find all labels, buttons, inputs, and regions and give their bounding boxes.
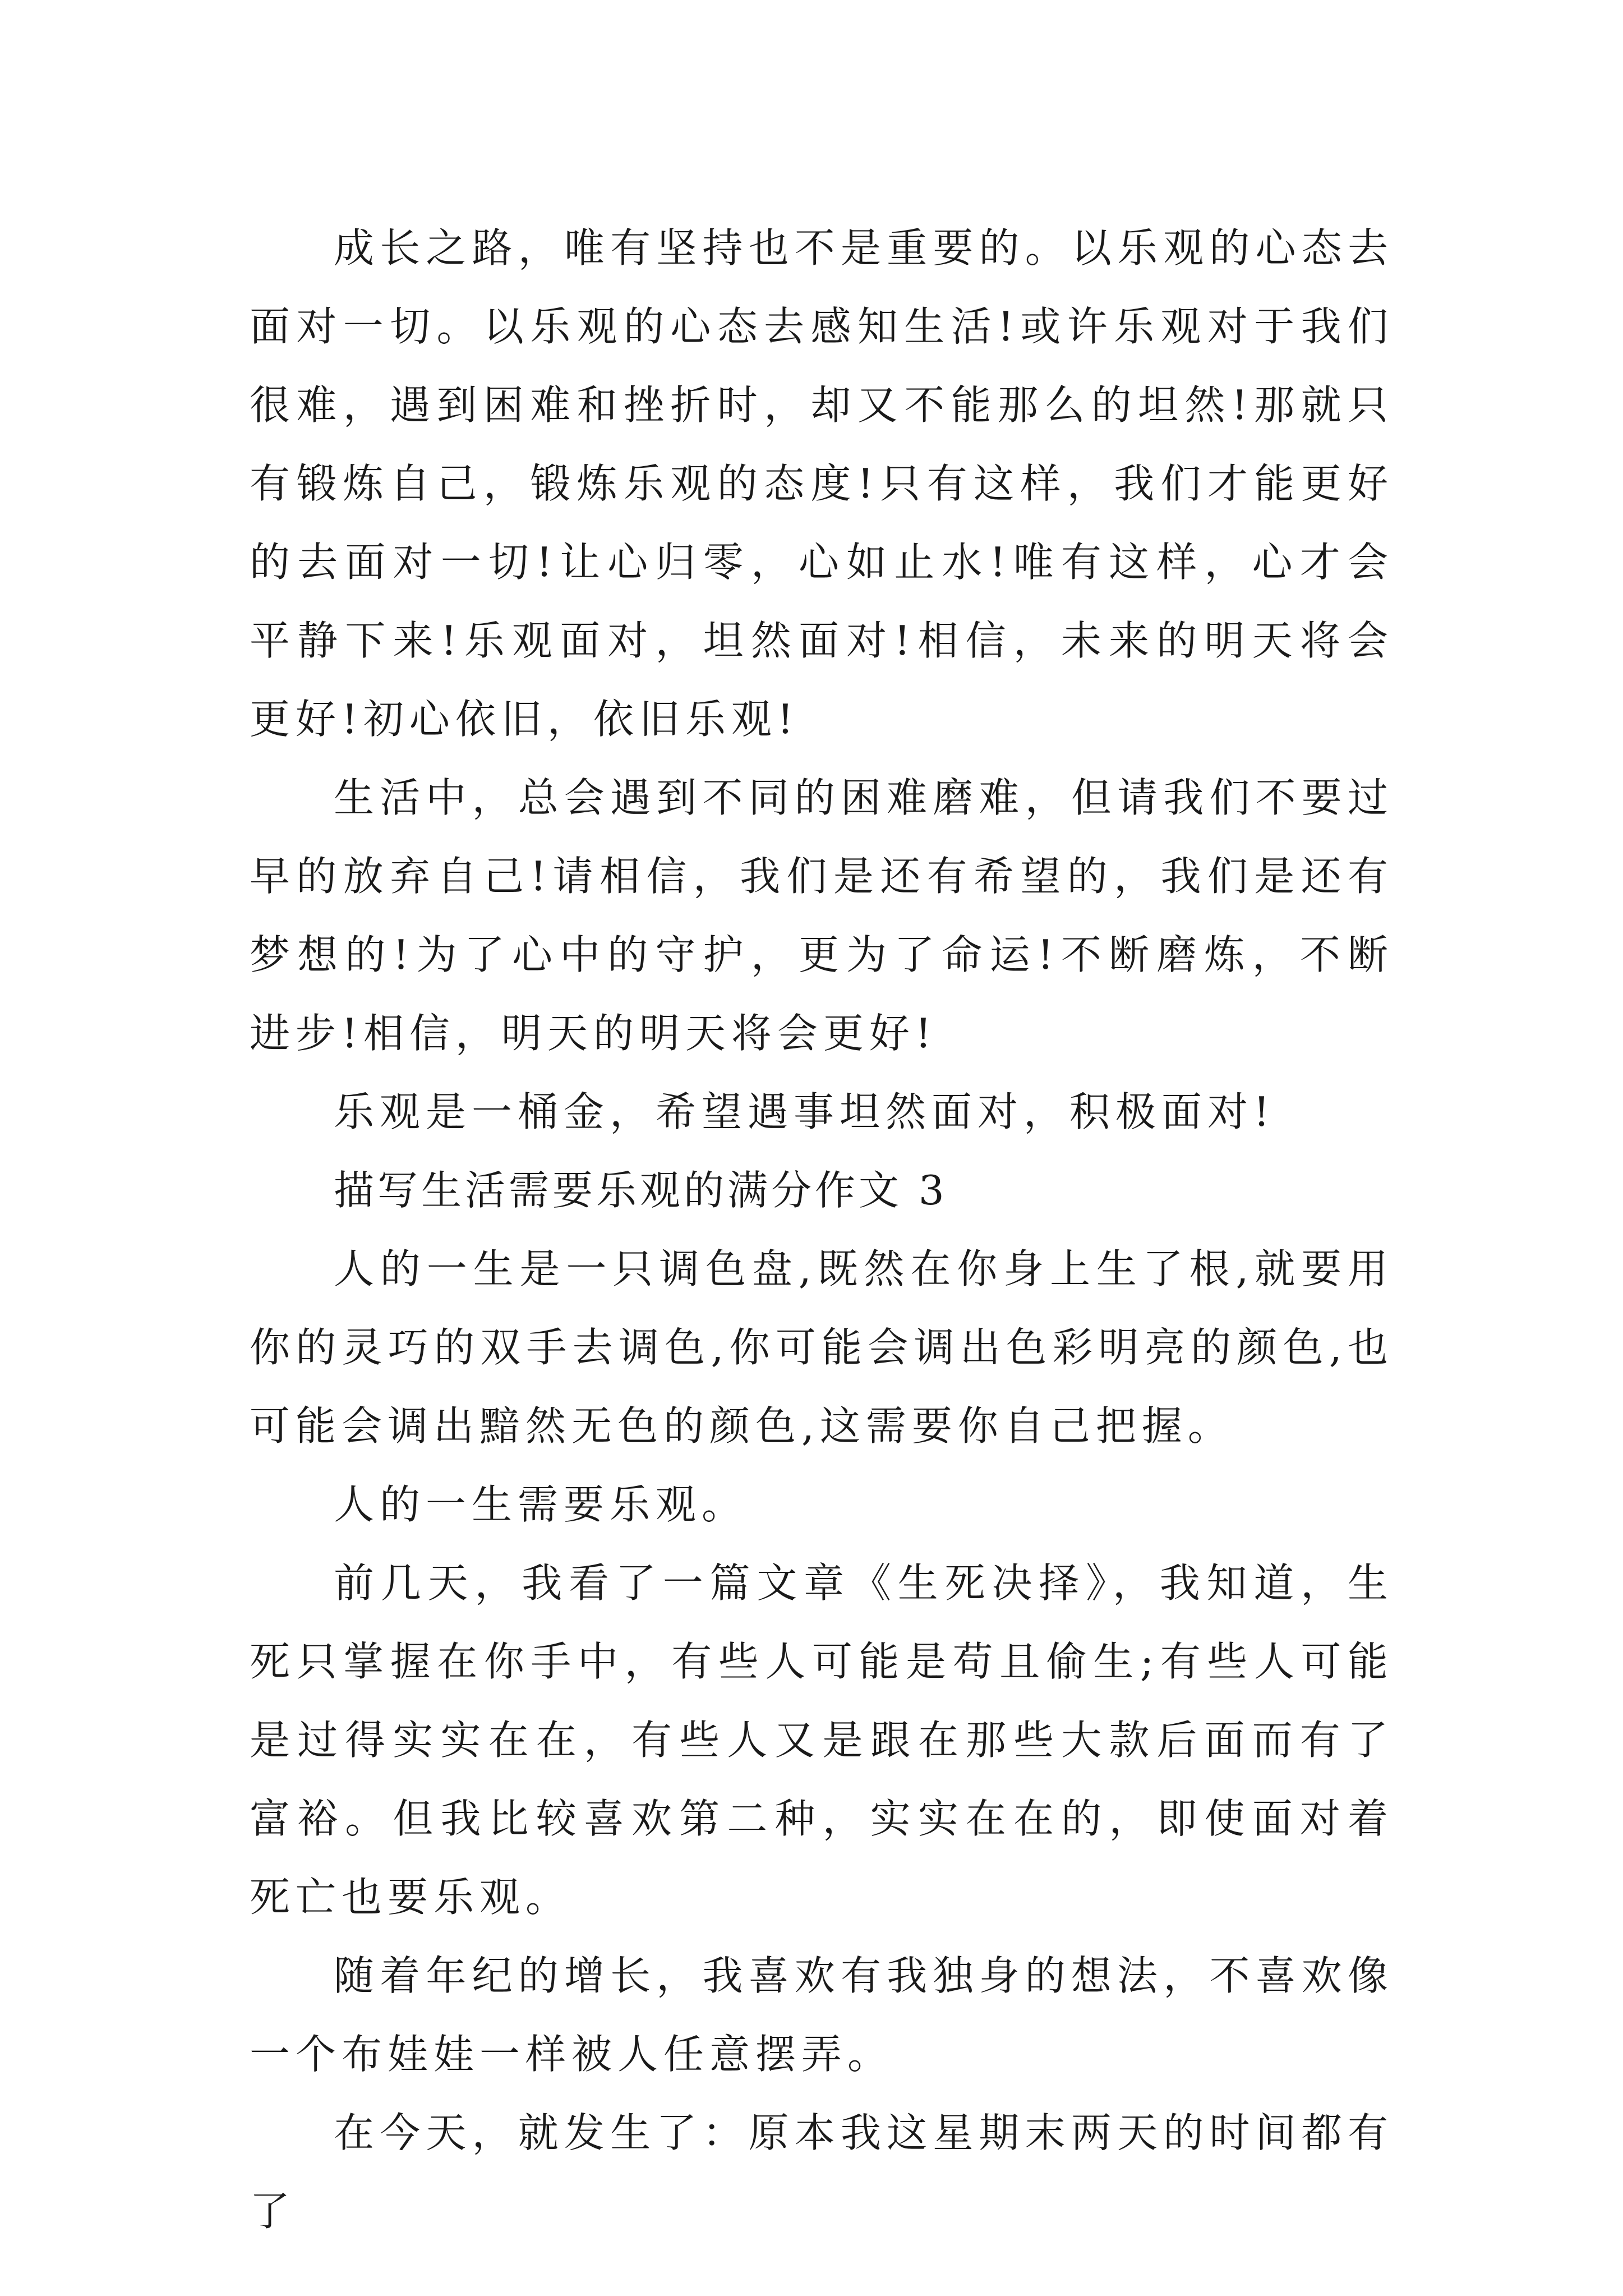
section-heading: 描写生活需要乐观的满分作文 3 <box>334 1167 948 1214</box>
paragraph: 成长之路，唯有坚持也不是重要的。以乐观的心态去面对一切。以乐观的心态去感知生活!或许乐观对于我们很难，遇到困难和挫折时，却又不能那么的坦然!那就只有锻炼自己，锻炼乐观的态度!只有这样，我们才能更好的去面对一切!让心归零，心如止水!唯有这样，心才会平静下来!乐观面对，坦然面对!相信，未来的明天将会更好!初心依旧，依旧乐观! <box>250 224 1394 743</box>
paragraph: 前几天，我看了一篇文章《生死决择》，我知道，生死只掌握在你手中，有些人可能是苟且偷生;有些人可能是过得实实在在，有些人又是跟在那些大款后面而有了富裕。但我比较喜欢第二种，实实在在的，即使面对着死亡也要乐观。 <box>250 1559 1394 1921</box>
paragraph: 生活中，总会遇到不同的困难磨难，但请我们不要过早的放弃自己!请相信，我们是还有希望的，我们是还有梦想的!为了心中的守护，更为了命运!不断磨炼，不断进步!相信，明天的明天将会更好! <box>250 774 1394 1057</box>
document-page <box>250 209 1394 2251</box>
paragraph: 在今天，就发生了：原本我这星期末两天的时间都有了 <box>250 2109 1394 2235</box>
paragraph: 人的一生是一只调色盘,既然在你身上生了根,就要用你的灵巧的双手去调色,你可能会调出色彩明亮的颜色,也可能会调出黯然无色的颜色,这需要你自己把握。 <box>250 1245 1394 1450</box>
paragraph: 乐观是一桶金，希望遇事坦然面对，积极面对! <box>334 1088 1275 1135</box>
paragraph: 随着年纪的增长，我喜欢有我独身的想法，不喜欢像一个布娃娃一样被人任意摆弄。 <box>250 1952 1394 2078</box>
paragraph: 人的一生需要乐观。 <box>334 1481 748 1528</box>
